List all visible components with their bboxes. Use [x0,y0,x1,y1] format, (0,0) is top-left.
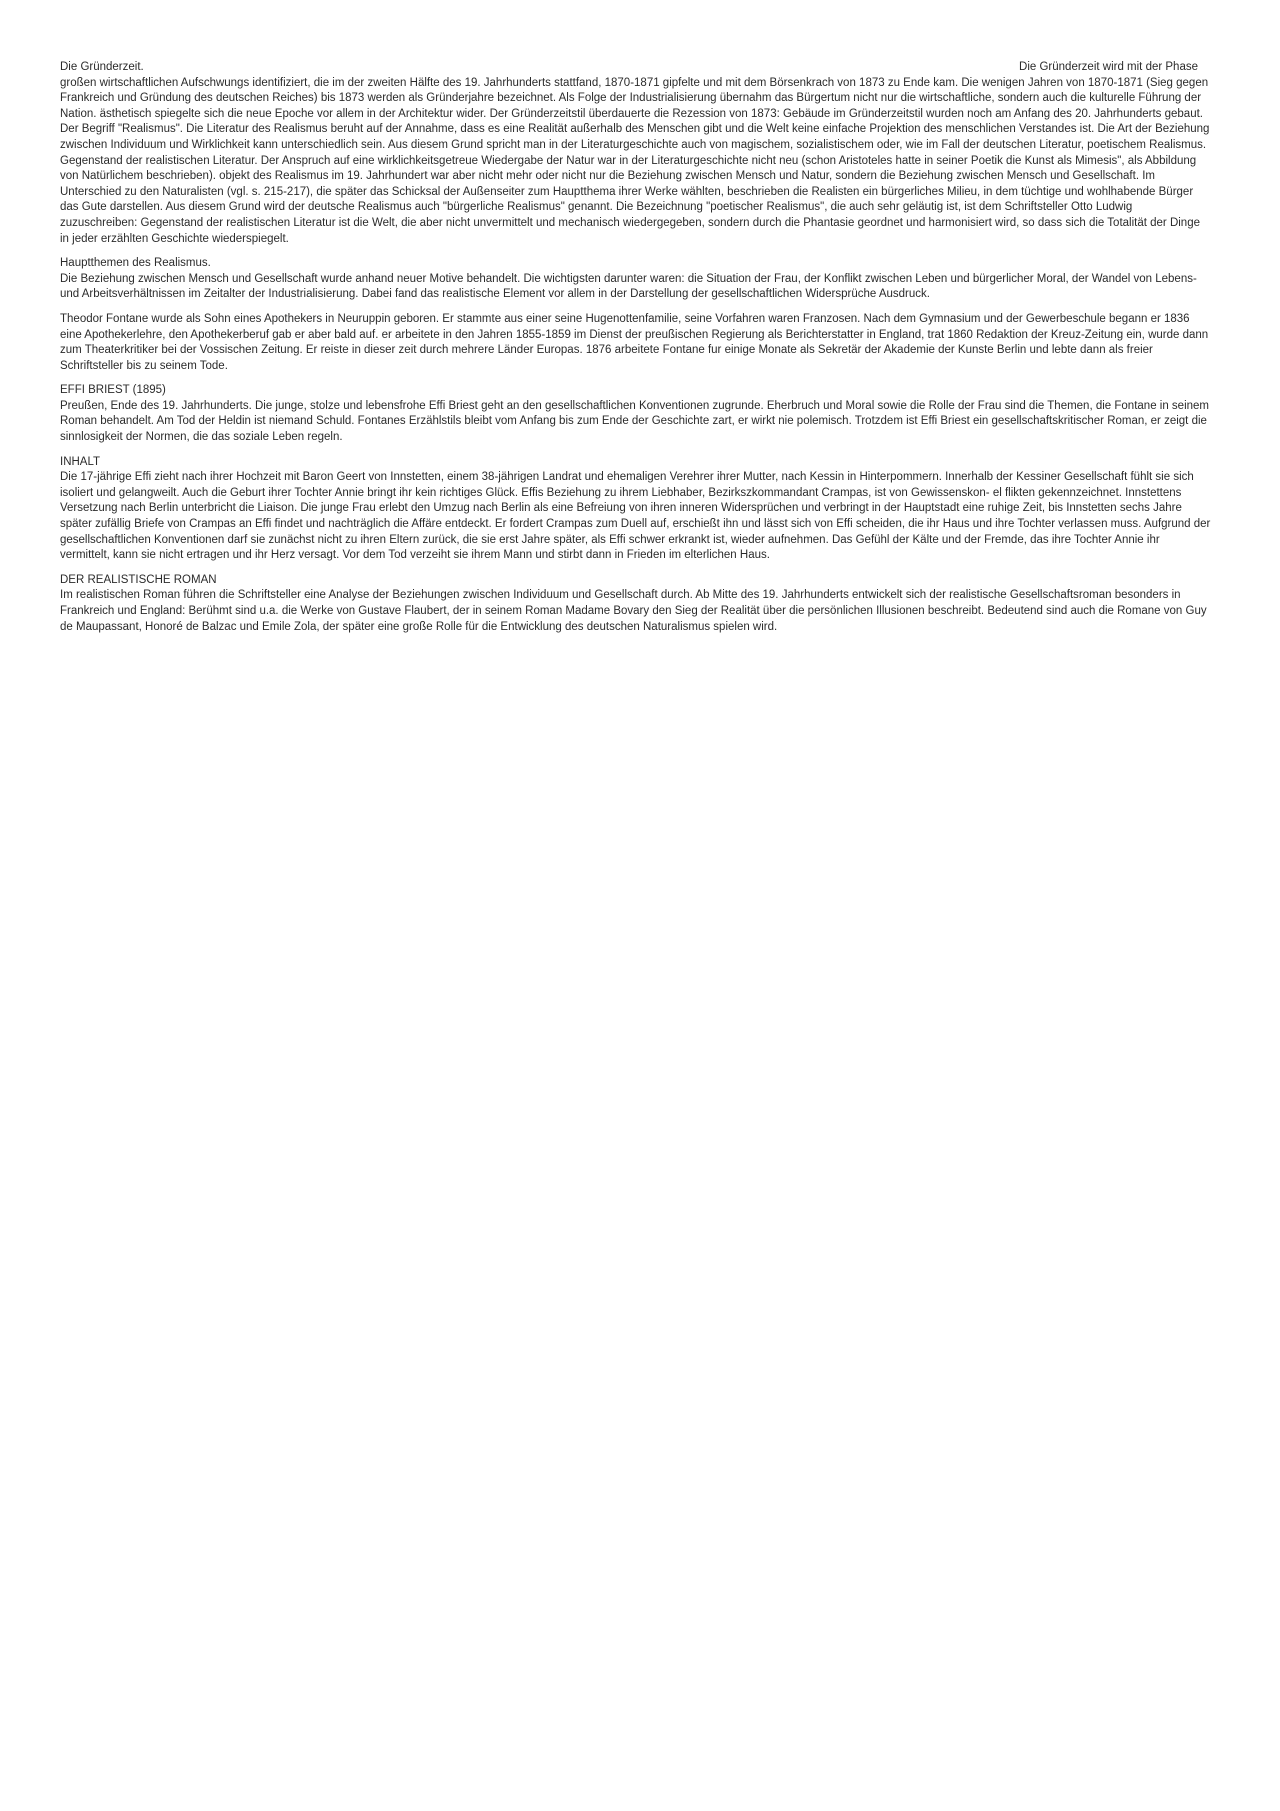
themes-heading: Hauptthemen des Realismus. [60,257,211,270]
document-page [60,60,1212,635]
inhalt-paragraph: Die 17-jährige Effi zieht nach ihrer Hochzeit mit Baron Geert von Innstetten, einem 38-jährigen Landrat und ehemaligen Verehrer ihrer Mutter, nach Kessin in Hinterpommern. Innerhalb der Kessiner Gesellschaft fühlt sie sich isoliert und gelangweilt. Auch die Geburt ihrer Tochter Annie bringt ihr kein richtiges Glück. Effis Beziehung zu ihrem Liebhaber, Bezirkszkommandant Crampas, ist von Gewissenskon- el flikten gekennzeichnet. Innstettens Versetzung nach Berlin unterbricht die Liaison. Die junge Frau erlebt den Umzug nach Berlin als eine Befreiung von ihren inneren Widersprüchen und verbringt in der Hauptstadt eine ruhige Zeit, bis Innstetten sechs Jahre später zufällig Briefe von Crampas an Effi findet und nachträglich die Affäre entdeckt. Er fordert Crampas zum Duell auf, erschießt ihn und lässt sich von Effi scheiden, die ihr Haus und ihre Tochter verlassen muss. Aufgrund der gesellschaftlichen Konventionen darf sie zunächst nicht zu ihren Eltern zurück, die sie erst Jahre später, als Effi schwer erkrankt ist, wieder aufnehmen. Das Gefühl der Kälte und der Fremde, das ihre Tochter Annie ihr vermittelt, kann sie nicht ertragen und ihr Herz versagt. Vor dem Tod verzeiht sie ihrem Mann und stirbt dann in Frieden im elterlichen Haus. [60,471,1211,562]
fontane-paragraph: Theodor Fontane wurde als Sohn eines Apothekers in Neuruppin geboren. Er stammte aus einer seine Hugenottenfamilie, seine Vorfahren waren Franzosen. Nach dem Gymnasium und der Gewerbeschule begann er 1836 eine Apothekerlehre, den Apothekerberuf gab er aber bald auf. er arbeitete in den Jahren 1855-1859 im Dienst der preußischen Regierung als Berichterstatter in England, trat 1860 Redaktion der Kreuz-Zeitung ein, wurde dann zum Theaterkritiker bei der Vossischen Zeitung. Er reiste in dieser zeit durch mehrere Länder Europas. 1876 arbeitete Fontane fur einige Monate als Sekretär der Akademie der Kunste Berlin und lebte dann als freier Schriftsteller bis zu seinem Tode. [60,312,1209,372]
themes-paragraph: Die Beziehung zwischen Mensch und Gesellschaft wurde anhand neuer Motive behandelt. Die wichtigsten darunter waren: die Situation der Frau, der Konflikt zwischen Leben und bürgerlicher Moral, der Wandel von Lebens- und Arbeitsverhältnissen im Zeitalter der Industrialisierung. Dabei fand das realistische Element vor allem in der Darstellung der gesellschaftlichen Widersprüche Ausdruck. [60,272,1197,301]
effi-paragraph: Preußen, Ende des 19. Jahrhunderts. Die junge, stolze und lebensfrohe Effi Briest geht an den gesellschaftlichen Konventionen zugrunde. Eherbruch und Moral sowie die Rolle der Frau sind die Themen, die Fontane in seinem Roman behandelt. Am Tod der Heldin ist niemand Schuld. Fontanes Erzählstils bleibt vom Anfang bis zum Ende der Geschichte zart, er wirkt nie polemisch. Trotzdem ist Effi Briest ein gesellschaftskritischer Roman, er zeigt die sinnlosigkeit der Normen, die das soziale Leben regeln. [60,399,1210,444]
roman-paragraph: Im realistischen Roman führen die Schriftsteller eine Analyse der Beziehungen zwischen Individuum und Gesellschaft durch. Ab Mitte des 19. Jahrhunderts entwickelt sich der realistische Gesellschaftsroman besonders in Frankreich und England: Berühmt sind u.a. die Werke von Gustave Flaubert, der in seinem Roman Madame Bovary den Sieg der Realität über die persönlichen Illusionen beschreibt. Bedeutend sind auch die Romane von Guy de Maupassant, Honoré de Balzac und Emile Zola, der später eine große Rolle für die Entwicklung des deutschen Naturalismus spielen wird. [60,589,1207,633]
section-hauptthemen [60,256,1212,303]
section-inhalt [60,455,1212,564]
intro-first-line [60,60,1212,76]
inhalt-heading: INHALT [60,455,101,468]
roman-heading: DER REALISTISCHE ROMAN [60,573,217,586]
section-realistische-roman [60,573,1212,635]
section-fontane [60,312,1212,374]
section-gruenderzeit [60,60,1212,247]
intro-paragraph: großen wirtschaftlichen Aufschwungs identifiziert, die im der zweiten Hälfte des 19. Jahrhunderts stattfand, 1870-1871 gipfelte und mit dem Börsenkrach von 1873 zu Ende kam. Die wenigen Jahren von 1870-1871 (Sieg gegen Frankreich und Gründung des deutschen Reiches) bis 1873 werden als Gründerjahre bezeichnet. Als Folge der Industrialisierung übernahm das Bürgertum nicht nur die wirtschaftliche, sondern auch die kulturelle Führung der Nation. ästhetisch spiegelte sich die neue Epoche vor allem in der Architektur wider. Der Gründerzeitstil überdauerte die Rezession von 1873: Gebäude im Gründerzeitstil wurden noch am Anfang des 20. Jahrhunderts gebaut. Der Begriff "Realismus". Die Literatur des Realismus beruht auf der Annahme, dass es eine Realität außerhalb des Menschen gibt und die Welt keine einfache Projektion des menschlichen Verstandes ist. Die Art der Beziehung zwischen Individuum und Wirklichkeit kann unterschiedlich sein. Aus diesem Grund spricht man in der Literaturgeschichte auch von magischem, sozialistischem oder, wie im Fall der deutschen Literatur, poetischem Realismus. Gegenstand der realistischen Literatur. Der Anspruch auf eine wirklichkeitsgetreue Wiedergabe der Natur war in der Literaturgeschichte nicht neu (schon Aristoteles hatte in seiner Poetik die Kunst als Mimesis", als Abbildung von Natürlichem beschrieben). objekt des Realismus im 19. Jahrhundert war aber nicht mehr oder nicht nur die Beziehung zwischen Mensch und Natur, sondern die Beziehung zwischen Mensch und Gesellschaft. Im Unterschied zu den Naturalisten (vgl. s. 215-217), die später das Schicksal der Außenseiter zum Hauptthema ihrer Werke wählten, beschrieben die Realisten ein bürgerliches Milieu, in dem tüchtige und wohlhabende Bürger das Gute darstellen. Aus diesem Grund wird der deutsche Realismus auch "bürgerliche Realismus" genannt. Die Bezeichnung "poetischer Realismus", die auch sehr geläutig ist, ist dem Schriftsteller Otto Ludwig zuzuschreiben: Gegenstand der realistischen Literatur ist die Welt, die aber nicht unvermittelt und mechanisch wiedergegeben, sondern durch die Phantasie geordnet und harmonisiert wird, so dass sich die Totalität der Dinge in jeder erzählten Geschichte wiederspiegelt. [60,76,1210,245]
section-effi-briest [60,383,1212,445]
effi-heading: EFFI BRIEST (1895) [60,384,166,397]
intro-lead: Die Gründerzeit wird mit der Phase [1019,61,1198,73]
intro-title: Die Gründerzeit. [60,61,144,73]
